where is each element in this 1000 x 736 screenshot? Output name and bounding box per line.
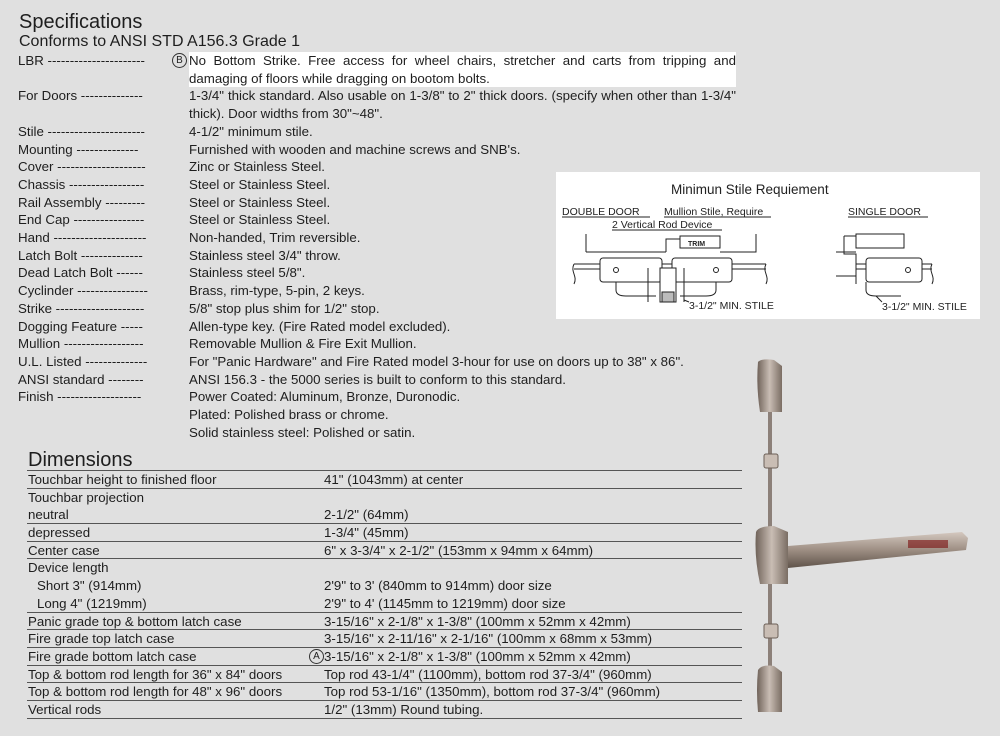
min-stile-right: 3-1/2" MIN. STILE <box>882 301 967 313</box>
spec-value: Plated: Polished brass or chrome. <box>189 407 389 423</box>
dimension-row <box>27 595 742 613</box>
diagram-title: Minimun Stile Requiement <box>671 182 829 197</box>
dimension-label: depressed <box>28 525 91 541</box>
dimension-label: Touchbar projection <box>28 489 145 505</box>
spec-row <box>18 87 743 122</box>
spec-value: 5/8" stop plus shim for 1/2" stop. <box>189 300 380 316</box>
trim-label: TRIM <box>688 241 706 248</box>
spec-value: 1-3/4" thick standard. Also usable on 1-3/8" to 2" thick doors. (specify when other than 1-3/4" thick). Door widths from 30"~48". <box>189 88 736 122</box>
dimension-row <box>27 666 742 684</box>
dimension-label: Fire grade top latch case <box>28 631 175 647</box>
spec-value: Steel or Stainless Steel. <box>189 194 331 210</box>
mullion-note: Mullion Stile, Require <box>664 206 764 218</box>
spec-label: Cover -------------------- <box>18 159 146 175</box>
spec-value: Power Coated: Aluminum, Bronze, Duronodic. <box>189 389 461 405</box>
spec-label: Mounting -------------- <box>18 141 139 157</box>
dimension-label: neutral <box>28 507 69 523</box>
dimension-row <box>27 613 742 631</box>
marker-b-badge: B <box>172 53 187 68</box>
dimension-label: Top & bottom rod length for 36" x 84" doors <box>28 666 283 682</box>
spec-value: Allen-type key. (Fire Rated model excluded). <box>189 318 451 334</box>
dimension-value: 3-15/16" x 2-1/8" x 1-3/8" (100mm x 52mm x 42mm) <box>324 613 631 629</box>
spec-label: Mullion ------------------ <box>18 336 144 352</box>
spec-label: Chassis ----------------- <box>18 176 145 192</box>
dimension-value: 2-1/2" (64mm) <box>324 507 409 523</box>
dimension-value: 1/2" (13mm) Round tubing. <box>324 701 484 717</box>
dimension-row <box>27 471 742 489</box>
spec-label: Dead Latch Bolt ------ <box>18 265 143 281</box>
spec-row <box>18 406 743 424</box>
page-subtitle: Conforms to ANSI STD A156.3 Grade 1 <box>19 33 301 50</box>
spec-label: For Doors -------------- <box>18 88 143 104</box>
dimension-value: 2'9" to 3' (840mm to 914mm) door size <box>324 578 552 594</box>
dimension-row <box>27 506 742 524</box>
dimension-row <box>27 577 742 595</box>
spec-label: Cyclinder ---------------- <box>18 283 148 299</box>
dimension-label: Panic grade top & bottom latch case <box>28 613 242 629</box>
spec-row <box>18 424 743 442</box>
spec-label: LBR ---------------------- <box>18 53 145 68</box>
spec-value: Furnished with wooden and machine screws and SNB's. <box>189 141 521 157</box>
rod-note: 2 Vertical Rod Device <box>612 219 713 231</box>
spec-row <box>18 318 743 336</box>
exit-device-illustration <box>748 356 970 716</box>
dimension-row <box>27 542 742 560</box>
spec-value: No Bottom Strike. Free access for wheel chairs, stretcher and carts from tripping and damaging of floors while dragging on bootom bolts. <box>189 53 736 86</box>
spec-row <box>18 52 743 87</box>
dimension-value: 1-3/4" (45mm) <box>324 525 409 541</box>
dimension-row <box>27 701 742 719</box>
marker-a-badge: A <box>309 649 324 664</box>
dimension-row <box>27 489 742 507</box>
minimum-stile-diagram <box>556 172 980 319</box>
dimensions-title: Dimensions <box>28 449 133 471</box>
spec-label: Rail Assembly --------- <box>18 194 146 210</box>
spec-row <box>18 388 743 406</box>
dimension-value: Top rod 43-1/4" (1100mm), bottom rod 37-3/4" (960mm) <box>324 666 652 682</box>
spec-label: Hand --------------------- <box>18 230 147 246</box>
dimension-label: Touchbar height to finished floor <box>28 472 217 487</box>
dimension-row <box>27 524 742 542</box>
dimension-label: Top & bottom rod length for 48" x 96" doors <box>28 684 283 700</box>
spec-value: Removable Mullion & Fire Exit Mullion. <box>189 336 417 352</box>
dimension-row <box>27 683 742 701</box>
spec-row <box>18 123 743 141</box>
spec-label: Latch Bolt -------------- <box>18 247 143 263</box>
spec-value: Stainless steel 5/8". <box>189 265 306 281</box>
spec-value: Brass, rim-type, 5-pin, 2 keys. <box>189 283 365 299</box>
dimension-label: Long 4" (1219mm) <box>37 595 147 611</box>
spec-row <box>18 141 743 159</box>
dimension-row <box>27 630 742 648</box>
spec-label: End Cap ---------------- <box>18 212 145 228</box>
spec-value: For "Panic Hardware" and Fire Rated model 3-hour for use on doors up to 38" x 86". <box>189 353 684 369</box>
dimension-value: 3-15/16" x 2-11/16" x 2-1/16" (100mm x 68mm x 53mm) <box>324 631 652 647</box>
dimension-row <box>27 559 742 577</box>
spec-value: Non-handed, Trim reversible. <box>189 230 361 246</box>
spec-label: Finish ------------------- <box>18 389 142 405</box>
dimension-value: 6" x 3-3/4" x 2-1/2" (153mm x 94mm x 64mm) <box>324 542 594 558</box>
dimension-row <box>27 648 742 666</box>
dimension-value: 41" (1043mm) at center <box>324 472 464 487</box>
spec-row <box>18 371 743 389</box>
spec-value: Solid stainless steel: Polished or satin. <box>189 424 416 440</box>
double-door-label: DOUBLE DOOR <box>562 206 640 218</box>
spec-value: 4-1/2" minimum stile. <box>189 123 313 139</box>
spec-row <box>18 353 743 371</box>
dimension-label: Short 3" (914mm) <box>37 578 142 594</box>
spec-value: Steel or Stainless Steel. <box>189 212 331 228</box>
spec-value: Stainless steel 3/4" throw. <box>189 247 341 263</box>
dimension-label: Fire grade bottom latch case <box>28 648 197 664</box>
spec-label: U.L. Listed -------------- <box>18 353 148 369</box>
spec-label: Stile ---------------------- <box>18 123 145 139</box>
single-door-label: SINGLE DOOR <box>848 206 921 218</box>
dimension-label: Device length <box>28 560 109 576</box>
page-title: Specifications <box>19 11 143 33</box>
dimension-value: Top rod 53-1/16" (1350mm), bottom rod 37-3/4" (960mm) <box>324 684 661 700</box>
dimension-label: Vertical rods <box>28 701 102 717</box>
spec-value: ANSI 156.3 - the 5000 series is built to conform to this standard. <box>189 371 566 387</box>
dimension-label: Center case <box>28 542 100 558</box>
dimension-value: 3-15/16" x 2-1/8" x 1-3/8" (100mm x 52mm x 42mm) <box>324 648 631 664</box>
spec-value: Steel or Stainless Steel. <box>189 176 331 192</box>
spec-label: Strike -------------------- <box>18 300 145 316</box>
spec-label: Dogging Feature ----- <box>18 318 143 334</box>
spec-row <box>18 335 743 353</box>
spec-label: ANSI standard -------- <box>18 371 144 387</box>
dimension-value: 2'9" to 4' (1145mm to 1219mm) door size <box>324 595 566 611</box>
dimensions-table <box>27 470 742 719</box>
min-stile-left: 3-1/2" MIN. STILE <box>689 300 774 312</box>
spec-value: Zinc or Stainless Steel. <box>189 159 325 175</box>
